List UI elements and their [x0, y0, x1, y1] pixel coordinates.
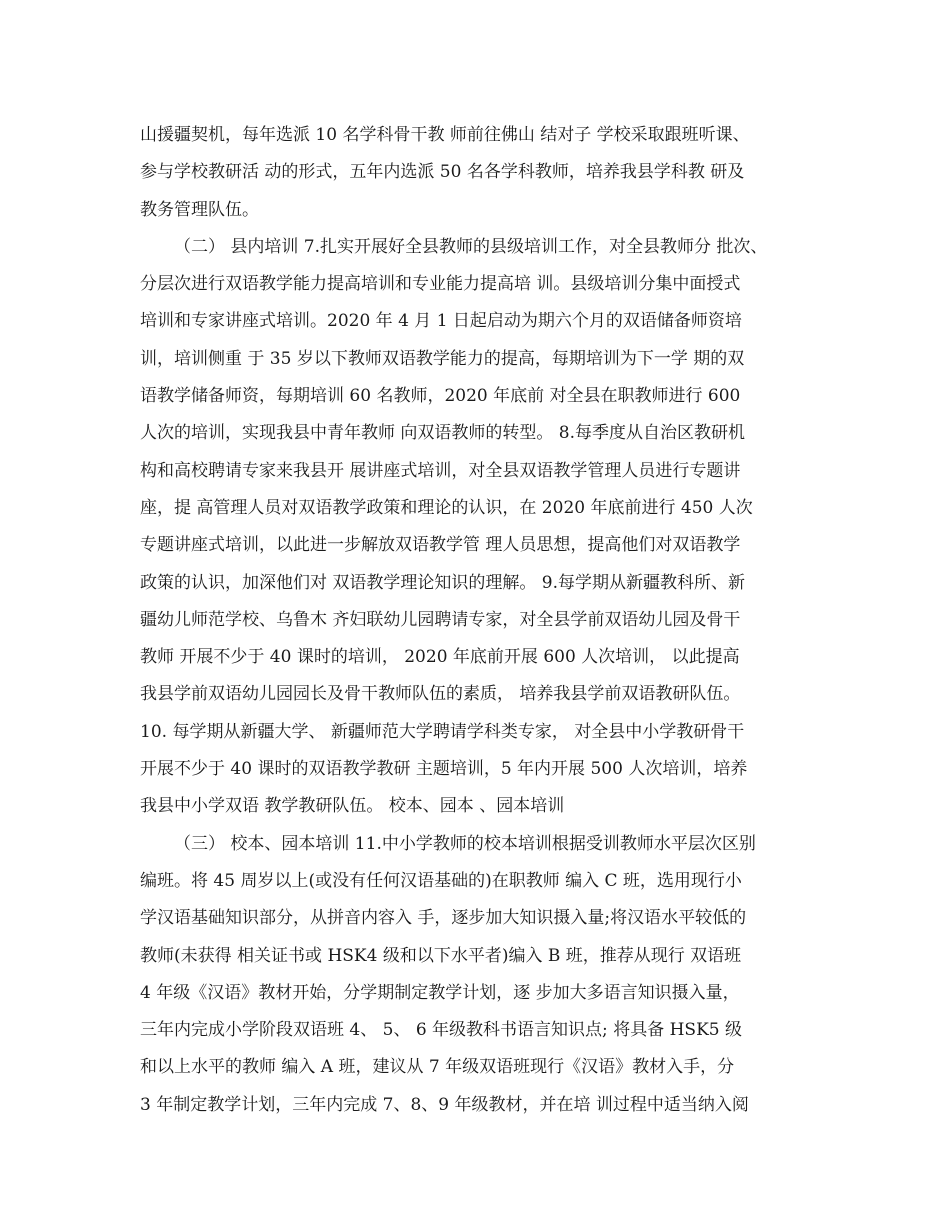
text-line: 参与学校教研活 动的形式，五年内选派 50 名各学科教师，培养我县学科教 研及	[140, 162, 745, 183]
text-line: 10. 每学期从新疆大学、 新疆师范大学聘请学科类专家， 对全县中小学教研骨干	[140, 721, 745, 742]
text-line: 教师(未获得 相关证书或 HSK4 级和以下水平者)编入 B 班，推荐从现行 双语班	[140, 945, 742, 966]
text-line: 教师 开展不少于 40 课时的培训， 2020 年底前开展 600 人次培训， 以此提高	[140, 647, 740, 668]
text-line: 山援疆契机，每年选派 10 名学科骨干教 师前往佛山 结对子 学校采取跟班听课、	[140, 125, 750, 145]
text-line: 3 年制定教学计划，三年内完成 7、8、9 年级教材，并在培 训过程中适当纳入阅	[140, 1094, 749, 1115]
document-body	[140, 117, 840, 1124]
text-line: 和以上水平的教师 编入 A 班，建议从 7 年级双语班现行《汉语》教材入手，分	[140, 1057, 735, 1078]
text-line: （三） 校本、园本培训 11.中小学教师的校本培训根据受训教师水平层次区别	[174, 833, 756, 854]
text-line: 编班。将 45 周岁以上(或没有任何汉语基础的)在职教师 编入 C 班，选用现行小	[140, 870, 742, 891]
text-line: 开展不少于 40 课时的双语教学教研 主题培训，5 年内开展 500 人次培训，培养	[140, 759, 748, 780]
text-line: 人次的培训，实现我县中青年教师 向双语教师的转型。 8.每季度从自治区教研机	[140, 423, 746, 444]
text-line: 学汉语基础知识部分，从拼音内容入 手，逐步加大知识摄入量;将汉语水平较低的	[140, 908, 747, 929]
text-line: 我县中小学双语 教学教研队伍。 校本、园本 、园本培训	[140, 796, 565, 817]
text-line: 疆幼儿师范学校、乌鲁木 齐妇联幼儿园聘请专家，对全县学前双语幼儿园及骨干	[140, 609, 741, 630]
text-line: 训，培训侧重 于 35 岁以下教师双语教学能力的提高，每期培训为下一学 期的双	[140, 348, 745, 369]
text-line: 构和高校聘请专家来我县开 展讲座式培训，对全县双语教学管理人员进行专题讲	[140, 460, 741, 481]
text-line: 教务管理队伍。	[140, 199, 259, 220]
text-line: （二） 县内培训 7.扎实开展好全县教师的县级培训工作，对全县教师分 批次、	[174, 236, 768, 257]
text-line: 分层次进行双语教学能力提高培训和专业能力提高培 训。县级培训分集中面授式	[140, 274, 741, 295]
text-line: 专题讲座式培训，以此进一步解放双语教学管 理人员思想，提高他们对双语教学	[140, 535, 741, 556]
text-line: 语教学储备师资，每期培训 60 名教师，2020 年底前 对全县在职教师进行 600	[140, 386, 741, 407]
text-line: 培训和专家讲座式培训。2020 年 4 月 1 日起启动为期六个月的双语储备师资培	[140, 311, 742, 332]
text-line: 4 年级《汉语》教材开始，分学期制定教学计划，逐 步加大多语言知识摄入量，	[140, 982, 740, 1003]
text-line: 政策的认识，加深他们对 双语教学理论知识的理解。 9.每学期从新疆教科所、新	[140, 572, 746, 593]
text-line: 三年内完成小学阶段双语班 4、 5、 6 年级教科书语言知识点; 将具备 HSK5 级	[140, 1020, 742, 1041]
text-line: 座，提 高管理人员对双语教学政策和理论的认识，在 2020 年底前进行 450 人次	[140, 497, 753, 518]
text-line: 我县学前双语幼儿园园长及骨干教师队伍的素质， 培养我县学前双语教研队伍。	[140, 684, 741, 705]
